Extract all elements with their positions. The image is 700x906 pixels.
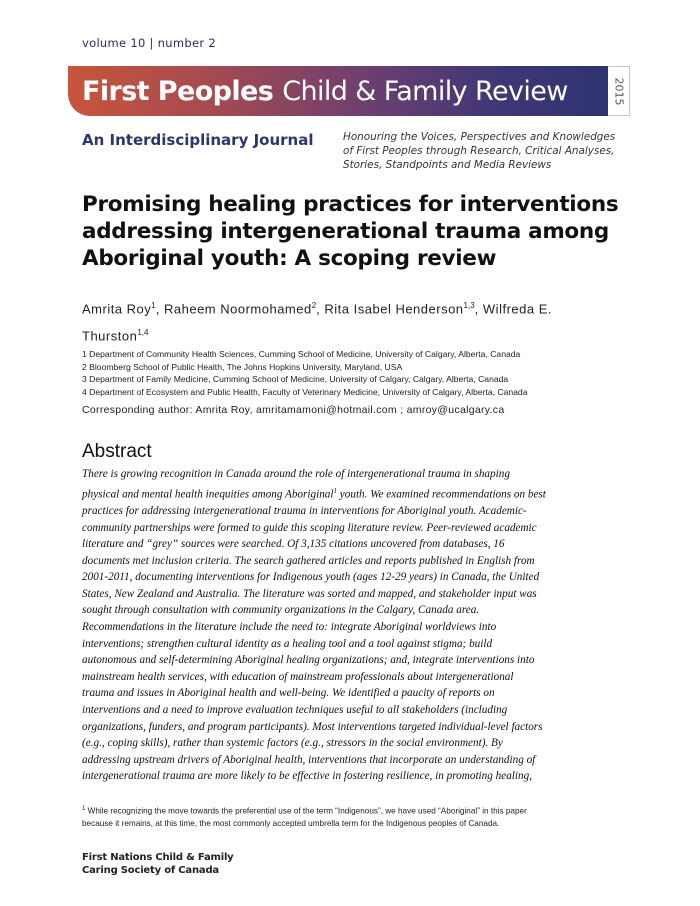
abstract-body [82,466,642,785]
abstract-line: There is growing recognition in Canada around the role of intergenerational trauma in shaping [82,468,510,480]
footnote-line: because it remains, at this time, the most commonly accepted umbrella term for the Indigenous peoples of Canada. [82,818,500,828]
title-line: addressing intergenerational trauma among [82,219,609,244]
tagline-line: of First Peoples through Research, Critical Analyses, [343,145,615,157]
author-list: Amrita Roy$^1$, Raheem Noormohamed$^2$, Rita Isabel Henderson$^{1,3}$, Wilfreda E. Thurston$^{1,4}$ [82,301,552,344]
year-tab [608,66,630,116]
journal-banner [68,66,608,116]
abstract-line: interventions and a need to improve evaluation techniques useful to all stakeholders (including [82,704,508,717]
author-name: Raheem Noormohamed [163,301,312,317]
footnote-line: $^1$ While recognizing the move towards the preferential use of the term “Indigenous”, we have used “Aboriginal” in this paper [82,806,527,816]
abstract-line: (e.g., coping skills), rather than systemic factors (e.g., stressors in the social environment). By [82,737,503,750]
abstract-line: practices for addressing intergenerational trauma in interventions for Aboriginal youth. Academic- [82,504,527,517]
author-affil-mark: 1,3 [463,301,475,310]
journal-title-rest: Child & Family Review [282,75,568,107]
abstract-line: Recommendations in the literature include the need to: integrate Aboriginal worldviews into [82,621,497,634]
journal-tagline [343,130,623,172]
tagline-line: Stories, Standpoints and Media Reviews [343,159,552,171]
abstract-line: organizations, funders, and program participants). Most interventions targeted individual-level factors [82,720,543,733]
publisher-logo-text [82,852,234,877]
abstract-line: addressing upstream drivers of Aboriginal health, interventions that incorporate an understanding of [82,753,536,766]
abstract-line: States, New Zealand and Australia. The literature was sorted and mapped, and stakeholder input was [82,587,537,600]
author-name: Amrita Roy [82,301,152,317]
abstract-line: literature and “grey” sources were searched. Of 3,135 citations uncovered from databases, 16 [82,538,505,551]
corresponding-author: Corresponding author: Amrita Roy, amritamamoni@hotmail.com ; amroy@ucalgary.ca [82,404,505,416]
affiliation-line: 3 Department of Family Medicine, Cumming School of Medicine, University of Calgary, Calgary, Alberta, Canada [82,374,509,384]
author-name: Wilfreda E. [482,301,552,317]
author-affil-mark: 2 [311,301,317,310]
abstract-line: trauma and issues in Aboriginal health and well-being. We identified a paucity of reports on [82,687,495,700]
publisher-line: First Nations Child & Family [82,852,234,863]
abstract-line: autonomous and self-determining Aboriginal healing organizations; and, integrate interventions into [82,654,535,667]
abstract-line: 2001-2011, documenting interventions for Indigenous youth (ages 12-29 years) in Canada, the United [82,571,540,584]
abstract-line: physical and mental health inequities among Aboriginal$^1$ youth. We examined recommendations on best [82,486,546,501]
affiliation-line: 1 Department of Community Health Sciences, Cumming School of Medicine, University of Calgary, Alberta, Canada [82,349,521,359]
author-name: Thurston [82,328,138,344]
footnote [82,803,622,830]
title-line: Promising healing practices for interventions [82,192,619,217]
year-label: 2015 [612,77,625,105]
journal-title-bold: First Peoples [82,75,274,107]
article-title [82,191,622,272]
author-affil-mark: 1,4 [137,328,149,338]
tagline-line: Honouring the Voices, Perspectives and Knowledges [343,131,616,143]
title-line: Aboriginal youth: A scoping review [82,246,497,271]
abstract-line: community partnerships were formed to guide this scoping literature review. Peer-reviewed academic [82,521,537,534]
footnote-mark: 1 [82,806,86,812]
abstract-line: sought through consultation with community organizations in the Calgary, Canada area. [82,604,480,617]
abstract-line: documents met inclusion criteria. The search gathered articles and reports published in English from [82,554,535,567]
volume-number: volume 10 | number 2 [82,36,216,50]
affiliation-line: 2 Bloomberg School of Public Health, The Johns Hopkins University, Maryland, USA [82,361,403,372]
abstract-line: interventions; strengthen cultural identity as a healing tool and a tool against stigma; build [82,637,493,650]
affiliation-line: 4 Department of Ecosystem and Public Health, Faculty of Veterinary Medicine, University of Calgary, Alberta, Canada [82,386,528,397]
journal-subtitle: An Interdisciplinary Journal [82,131,314,149]
author-name: Rita Isabel Henderson [324,301,464,317]
abstract-heading: Abstract [82,441,152,462]
footnote-ref: 1 [333,486,337,495]
publisher-line: Caring Society of Canada [82,864,219,876]
abstract-line: intergenerational trauma are more likely to be effective in fostering resilience, in promoting healing, [82,770,532,783]
affiliations [82,348,642,398]
abstract-line: mainstream health services, with education of mainstream professionals about intergenerational [82,670,514,683]
author-affil-mark: 1 [151,301,156,310]
